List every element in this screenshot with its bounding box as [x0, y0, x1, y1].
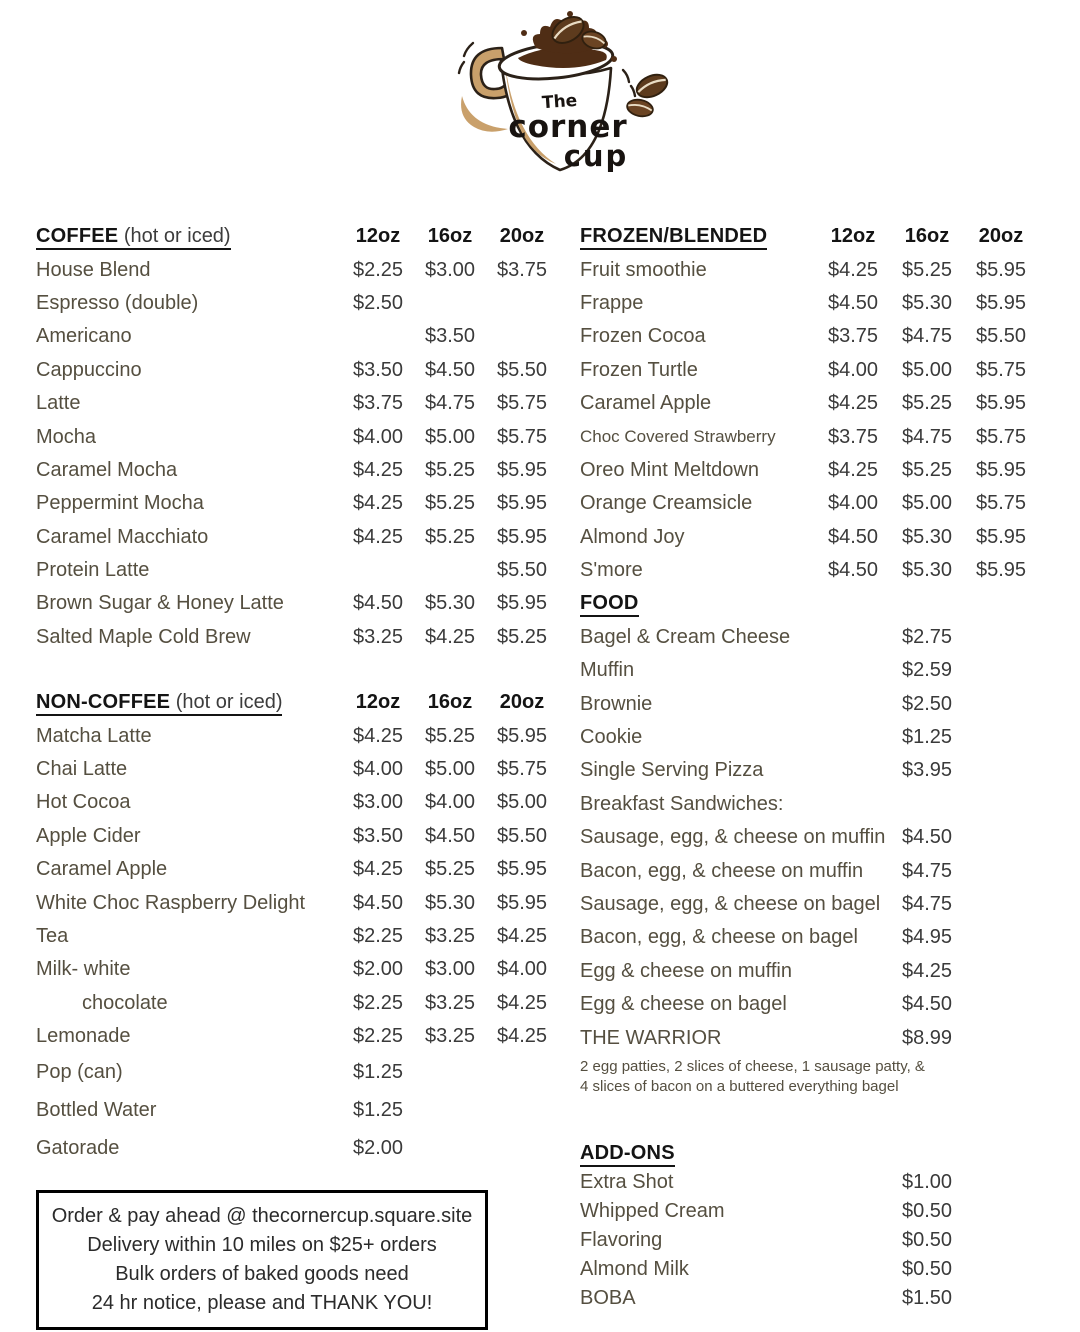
- section-add-ons: [580, 1139, 1038, 1313]
- item-price: $5.00: [901, 358, 953, 381]
- menu-item-row: [580, 1284, 1038, 1313]
- item-label: Cookie: [580, 726, 643, 749]
- item-price: $4.25: [352, 458, 404, 481]
- item-price: $5.25: [424, 492, 476, 515]
- menu-item-row: [36, 621, 558, 654]
- menu-item-row: [580, 1255, 1038, 1284]
- item-price: $4.00: [827, 492, 879, 515]
- item-price: $0.50: [901, 1257, 953, 1280]
- item-label: Peppermint Mocha: [36, 492, 204, 515]
- item-label: Almond Milk: [580, 1257, 689, 1280]
- item-label: Brown Sugar & Honey Latte: [36, 592, 284, 615]
- coffee-cup-logo-illustration: [418, 6, 702, 214]
- section-title: ADD-ONS: [580, 1141, 675, 1164]
- item-price: $5.75: [496, 758, 548, 781]
- item-description: [580, 1055, 1038, 1103]
- item-price: $5.95: [496, 492, 548, 515]
- item-price: $5.95: [975, 458, 1027, 481]
- item-price: $5.95: [975, 392, 1027, 415]
- menu-item-row: [36, 320, 558, 353]
- item-label: Fruit smoothie: [580, 258, 707, 281]
- item-price: $3.75: [496, 258, 548, 281]
- item-label: Egg & cheese on muffin: [580, 959, 792, 982]
- item-price: $4.25: [496, 925, 548, 947]
- item-price: $3.75: [827, 425, 879, 448]
- item-price: $5.30: [424, 891, 476, 914]
- menu-item-row: [36, 1129, 558, 1167]
- item-label: Single Serving Pizza: [580, 759, 764, 782]
- item-price: $5.25: [901, 258, 953, 281]
- size-header: 20oz: [499, 225, 545, 248]
- item-label: Protein Latte: [36, 559, 150, 582]
- item-price: $5.95: [975, 258, 1027, 281]
- section-title-underline: [36, 225, 231, 250]
- size-header: 12oz: [830, 225, 876, 248]
- note-line: Delivery within 10 miles on $25+ orders: [87, 1234, 437, 1256]
- menu-item-row: [36, 454, 558, 487]
- item-price: $2.25: [352, 258, 404, 281]
- section-title-underline: [580, 592, 639, 617]
- item-label: Espresso (double): [36, 291, 199, 314]
- item-price: $0.50: [901, 1199, 953, 1222]
- item-price: $4.25: [827, 458, 879, 481]
- item-price: $2.50: [352, 291, 404, 314]
- item-price: $1.25: [901, 726, 953, 749]
- menu-item-row: [580, 955, 1038, 988]
- section-title: NON-COFFEE: [36, 691, 171, 714]
- logo: [418, 6, 702, 214]
- item-price: $4.50: [827, 525, 879, 548]
- item-label: Extra Shot: [580, 1170, 674, 1193]
- item-label: Apple Cider: [36, 824, 141, 847]
- item-label: Oreo Mint Meltdown: [580, 458, 759, 481]
- item-label: Gatorade: [36, 1136, 120, 1159]
- note-line: Bulk orders of baked goods need: [115, 1263, 409, 1285]
- item-price: $5.95: [496, 724, 548, 747]
- item-price: $3.50: [424, 325, 476, 348]
- item-label: Whipped Cream: [580, 1199, 725, 1222]
- item-price: $5.30: [901, 291, 953, 314]
- menu-item-row: [36, 554, 558, 587]
- item-label: Milk- white: [36, 958, 131, 981]
- size-header: 16oz: [427, 691, 473, 714]
- item-price: $3.75: [352, 392, 404, 415]
- menu-item-row: [36, 521, 558, 554]
- menu-item-row: [36, 953, 558, 986]
- item-price: $5.25: [424, 458, 476, 481]
- item-label: Cappuccino: [36, 358, 142, 381]
- item-label: Flavoring: [580, 1228, 663, 1251]
- item-price: $5.00: [424, 758, 476, 781]
- item-label: Bacon, egg, & cheese on muffin: [580, 859, 864, 882]
- saucer-swoosh: [461, 96, 508, 132]
- menu-item-row: [36, 987, 558, 1020]
- item-price: $4.00: [352, 758, 404, 781]
- item-price: $3.00: [352, 791, 404, 814]
- section-coffee: [36, 220, 558, 654]
- section-header: [36, 691, 342, 714]
- menu-item-row: [580, 1168, 1038, 1197]
- size-header: 20oz: [978, 225, 1024, 248]
- section-subtitle: (hot or iced): [170, 691, 283, 714]
- menu-item-row: [580, 1197, 1038, 1226]
- item-label: Hot Cocoa: [36, 791, 131, 814]
- size-header: 16oz: [427, 225, 473, 248]
- item-label: BOBA: [580, 1286, 636, 1309]
- menu-item-row: [36, 719, 558, 752]
- menu-item-row: [580, 320, 1038, 353]
- menu-item-row: [580, 888, 1038, 921]
- item-price: $5.75: [975, 425, 1027, 448]
- menu-item-row: [580, 621, 1038, 654]
- item-price: $4.75: [901, 859, 953, 882]
- menu-item-row: [36, 354, 558, 387]
- section-non-coffee: [36, 686, 558, 1167]
- item-label: chocolate: [82, 991, 168, 1014]
- item-label: Brownie: [580, 692, 653, 715]
- item-price: $5.75: [975, 492, 1027, 515]
- menu-item-row: [580, 687, 1038, 720]
- item-label: THE WARRIOR: [580, 1026, 722, 1049]
- menu-item-row: [580, 788, 1038, 821]
- item-price: $5.95: [496, 525, 548, 548]
- item-price: $5.50: [496, 824, 548, 847]
- menu-item-row: [36, 487, 558, 520]
- size-header: 12oz: [355, 691, 401, 714]
- menu-item-row: [36, 820, 558, 853]
- item-price: $5.25: [424, 858, 476, 881]
- menu-item-row: [580, 420, 1038, 453]
- menu-item-row: [580, 988, 1038, 1021]
- menu-item-row: [580, 354, 1038, 387]
- item-label: Orange Creamsicle: [580, 492, 753, 515]
- item-label: Sausage, egg, & cheese on bagel: [580, 893, 881, 915]
- item-price: $5.95: [496, 592, 548, 615]
- item-price: $5.95: [496, 858, 548, 881]
- section-header-row: [36, 686, 558, 719]
- item-price: $5.25: [496, 625, 548, 648]
- item-price: $4.50: [827, 559, 879, 582]
- item-price: $4.25: [352, 525, 404, 548]
- section-header: [580, 1142, 1038, 1165]
- menu-item-row: [36, 253, 558, 286]
- item-price: $5.50: [975, 325, 1027, 348]
- item-price: $4.25: [901, 959, 953, 982]
- item-price: $1.50: [901, 1286, 953, 1309]
- menu-item-row: [580, 487, 1038, 520]
- item-price: $2.00: [352, 958, 404, 981]
- item-price: $3.25: [424, 925, 476, 947]
- item-label: Frappe: [580, 291, 644, 314]
- item-price: $2.25: [352, 925, 404, 947]
- size-header: 12oz: [355, 225, 401, 248]
- item-label: Matcha Latte: [36, 724, 152, 747]
- logo-word-the: The: [541, 90, 578, 114]
- section-header: [580, 225, 816, 248]
- item-price: $4.50: [901, 826, 953, 849]
- section-header-row: [580, 1139, 1038, 1168]
- item-price: $3.25: [352, 625, 404, 648]
- item-price: $5.95: [496, 891, 548, 914]
- note-line: Order & pay ahead @ thecornercup.square.site: [51, 1205, 473, 1227]
- size-header: 20oz: [499, 691, 545, 714]
- item-label: House Blend: [36, 258, 151, 281]
- size-header: 16oz: [904, 225, 950, 248]
- item-price: $1.25: [352, 1060, 404, 1083]
- item-label: Bottled Water: [36, 1098, 157, 1121]
- item-price: $3.25: [424, 991, 476, 1014]
- section-title-underline: [580, 225, 767, 250]
- item-price: $4.75: [901, 325, 953, 348]
- item-price: $2.00: [352, 1136, 404, 1159]
- item-price: $4.50: [901, 993, 953, 1016]
- menu-item-row: [36, 753, 558, 786]
- item-label: Latte: [36, 392, 81, 415]
- item-label: Chai Latte: [36, 758, 128, 781]
- item-label: Muffin: [580, 659, 635, 682]
- item-price: $3.50: [352, 358, 404, 381]
- section-header: [36, 225, 342, 248]
- section-header: [580, 592, 1038, 615]
- left-column: [36, 220, 558, 1167]
- menu-item-row: [36, 587, 558, 620]
- item-label: Caramel Macchiato: [36, 525, 209, 548]
- section-header-row: [580, 220, 1038, 253]
- item-price: $3.00: [424, 958, 476, 981]
- menu-item-row: [36, 1091, 558, 1129]
- item-price: $4.25: [496, 1025, 548, 1048]
- item-price: $2.25: [352, 1025, 404, 1048]
- item-price: $4.25: [352, 492, 404, 515]
- section-header-row: [36, 220, 558, 253]
- menu-item-row: [580, 921, 1038, 954]
- menu-item-row: [36, 387, 558, 420]
- menu-item-row: [580, 1021, 1038, 1054]
- item-price: $4.75: [901, 893, 953, 915]
- item-price: $3.75: [827, 325, 879, 348]
- item-label: Almond Joy: [580, 525, 685, 548]
- item-price: $5.75: [496, 392, 548, 415]
- item-label: Caramel Apple: [36, 858, 168, 881]
- section-title: FOOD: [580, 592, 639, 615]
- item-label: Frozen Cocoa: [580, 325, 706, 348]
- item-label: S'more: [580, 559, 643, 582]
- logo-word-cup: cup: [563, 139, 629, 173]
- item-label: White Choc Raspberry Delight: [36, 891, 305, 914]
- item-label: Mocha: [36, 425, 97, 448]
- menu-item-row: [36, 287, 558, 320]
- item-label: Sausage, egg, & cheese on muffin: [580, 826, 886, 849]
- item-price: $4.50: [352, 891, 404, 914]
- item-price: $4.25: [352, 858, 404, 881]
- item-price: $1.25: [352, 1098, 404, 1121]
- item-price: $5.95: [975, 291, 1027, 314]
- item-price: $3.25: [424, 1025, 476, 1048]
- menu-item-row: [36, 1020, 558, 1053]
- item-price: $5.95: [975, 525, 1027, 548]
- item-label: Caramel Mocha: [36, 458, 178, 481]
- item-price: $3.00: [424, 258, 476, 281]
- menu-item-row: [580, 721, 1038, 754]
- item-label: Tea: [36, 925, 69, 947]
- menu-item-row: [580, 854, 1038, 887]
- item-label: Bacon, egg, & cheese on bagel: [580, 926, 858, 949]
- item-price: $4.25: [827, 392, 879, 415]
- item-price: $4.00: [827, 358, 879, 381]
- item-price: $5.30: [424, 592, 476, 615]
- menu-item-row: [580, 454, 1038, 487]
- section-title-underline: [580, 1142, 675, 1167]
- item-price: $5.50: [496, 559, 548, 582]
- item-price: $5.95: [496, 458, 548, 481]
- item-price: $4.75: [901, 425, 953, 448]
- item-price: $4.25: [424, 625, 476, 648]
- item-price: $5.25: [901, 392, 953, 415]
- item-price: $5.00: [496, 791, 548, 814]
- menu-item-row: [580, 554, 1038, 587]
- menu-item-row: [580, 387, 1038, 420]
- section-subtitle: (hot or iced): [118, 225, 231, 248]
- section-title: FROZEN/BLENDED: [580, 225, 768, 248]
- item-price: $1.00: [901, 1170, 953, 1193]
- item-label: Breakfast Sandwiches:: [580, 792, 784, 815]
- section-header-row: [580, 587, 1038, 620]
- item-price: $4.50: [424, 824, 476, 847]
- item-price: $4.25: [352, 724, 404, 747]
- item-description-line: 2 egg patties, 2 slices of cheese, 1 sausage patty, &: [580, 1057, 925, 1075]
- item-price: $3.95: [901, 759, 953, 782]
- menu-item-row: [580, 253, 1038, 286]
- item-price: $0.50: [901, 1228, 953, 1251]
- menu-item-row: [36, 920, 558, 953]
- right-column: [580, 220, 1038, 1313]
- item-price: $5.25: [424, 724, 476, 747]
- item-description-line: 4 slices of bacon on a buttered everything bagel: [580, 1077, 899, 1095]
- item-price: $2.25: [352, 991, 404, 1014]
- item-price: $5.75: [496, 425, 548, 448]
- item-price: $8.99: [901, 1026, 953, 1049]
- menu-item-row: [36, 786, 558, 819]
- menu-item-row: [580, 654, 1038, 687]
- menu-item-row: [36, 886, 558, 919]
- menu-item-row: [36, 853, 558, 886]
- menu-item-row: [36, 1053, 558, 1091]
- item-price: $4.00: [424, 791, 476, 814]
- item-price: $4.00: [496, 958, 548, 981]
- item-price: $2.59: [901, 659, 953, 682]
- item-price: $2.75: [901, 625, 953, 648]
- item-price: $5.75: [975, 358, 1027, 381]
- item-label: Egg & cheese on bagel: [580, 993, 787, 1016]
- item-price: $4.75: [424, 392, 476, 415]
- menu-item-row: [580, 821, 1038, 854]
- item-price: $4.95: [901, 926, 953, 949]
- menu-item-row: [580, 754, 1038, 787]
- item-price: $2.50: [901, 692, 953, 715]
- item-price: $4.50: [827, 291, 879, 314]
- item-price: $5.25: [901, 458, 953, 481]
- item-price: $3.50: [352, 824, 404, 847]
- note-line: 24 hr notice, please and THANK YOU!: [91, 1292, 433, 1314]
- item-price: $5.00: [424, 425, 476, 448]
- item-label: Americano: [36, 325, 132, 348]
- item-label: Lemonade: [36, 1025, 131, 1048]
- order-info-box: [36, 1190, 488, 1330]
- item-label: Caramel Apple: [580, 392, 712, 415]
- item-price: $5.95: [975, 559, 1027, 582]
- item-price: $4.25: [827, 258, 879, 281]
- item-price: $4.50: [424, 358, 476, 381]
- section-title: COFFEE: [36, 225, 119, 248]
- menu-item-row: [580, 287, 1038, 320]
- item-price: $4.00: [352, 425, 404, 448]
- menu-item-row: [36, 420, 558, 453]
- menu-item-row: [580, 521, 1038, 554]
- item-price: $5.30: [901, 525, 953, 548]
- item-price: $5.50: [496, 358, 548, 381]
- item-price: $4.50: [352, 592, 404, 615]
- item-price: $5.30: [901, 559, 953, 582]
- item-label: Pop (can): [36, 1060, 123, 1083]
- item-label: Choc Covered Strawberry: [580, 427, 776, 447]
- menu-item-row: [580, 1226, 1038, 1255]
- item-label: Salted Maple Cold Brew: [36, 625, 251, 648]
- section-frozen-blended: [580, 220, 1038, 587]
- logo-word-corner: corner: [508, 109, 628, 145]
- section-food: [580, 587, 1038, 1102]
- section-title-underline: [36, 691, 282, 716]
- item-price: $5.00: [901, 492, 953, 515]
- item-label: Frozen Turtle: [580, 358, 698, 381]
- item-price: $5.25: [424, 525, 476, 548]
- item-price: $4.25: [496, 991, 548, 1014]
- item-label: Bagel & Cream Cheese: [580, 625, 791, 648]
